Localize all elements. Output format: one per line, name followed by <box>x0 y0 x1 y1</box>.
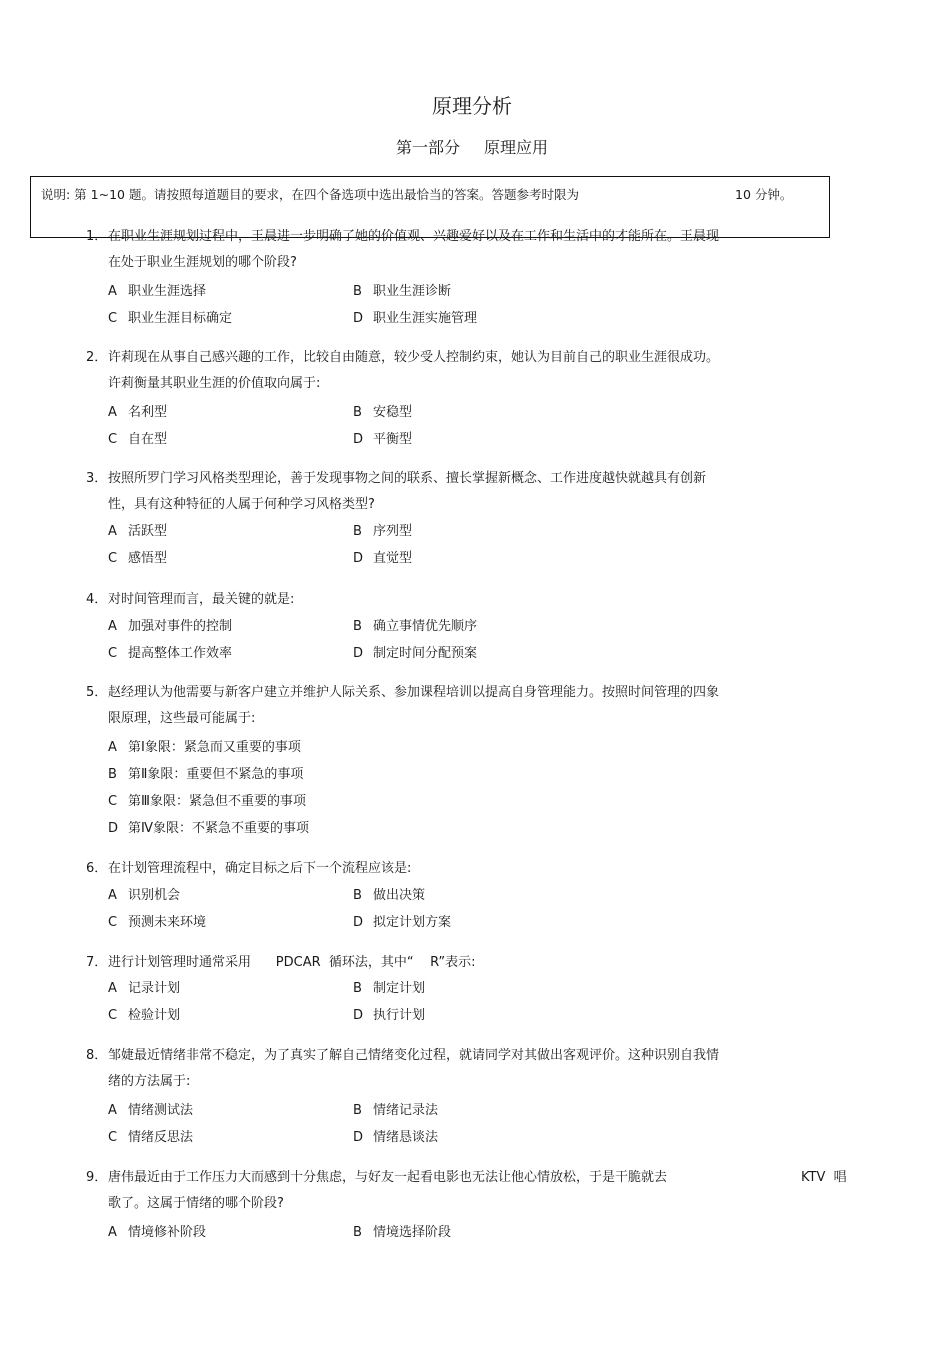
option-b[interactable]: B 做出决策 <box>353 888 426 903</box>
option-a[interactable]: A 情绪测试法 <box>108 1103 194 1118</box>
option-c[interactable]: C 情绪反思法 <box>108 1130 194 1145</box>
option-c[interactable]: C 职业生涯目标确定 <box>108 311 233 326</box>
question-7 <box>86 950 788 1030</box>
option-a[interactable]: A 职业生涯选择 <box>108 284 207 299</box>
question-stem <box>86 680 788 732</box>
question-stem <box>86 587 788 613</box>
option-c[interactable]: C 自在型 <box>108 432 168 447</box>
option-a[interactable]: A 活跃型 <box>108 524 168 539</box>
stem-line: 邹婕最近情绪非常不稳定，为了真实了解自己情绪变化过程，就请同学对其做出客观评价。这种识别自我情 <box>108 1048 720 1063</box>
option-d[interactable]: D 直觉型 <box>353 551 413 566</box>
option-b[interactable]: B 确立事情优先顺序 <box>353 619 478 634</box>
question-8 <box>86 1043 788 1152</box>
question-number: 6． <box>86 861 108 876</box>
question-number: 3． <box>86 471 108 486</box>
option-d[interactable]: D 制定时间分配预案 <box>353 646 478 661</box>
option-d[interactable]: D 职业生涯实施管理 <box>353 311 478 326</box>
stem-line: 对时间管理而言，最关键的就是: <box>108 592 295 607</box>
stem-line: 绪的方法属于: <box>108 1074 191 1089</box>
stem-line: 按照所罗门学习风格类型理论，善于发现事物之间的联系、擅长掌握新概念、工作进度越快就越具有创新 <box>108 471 707 486</box>
question-number: 4． <box>86 592 108 607</box>
option-b[interactable]: B 制定计划 <box>353 981 426 996</box>
question-stem <box>86 1165 847 1217</box>
stem-line: 歌了。这属于情绪的哪个阶段? <box>108 1196 284 1211</box>
stem-line: 许莉现在从事自己感兴趣的工作，比较自由随意，较少受人控制约束，她认为目前自己的职业生涯很成功。 <box>108 350 720 365</box>
question-3 <box>86 466 788 573</box>
option-d[interactable]: D 平衡型 <box>353 432 413 447</box>
option-b[interactable]: B 第Ⅱ象限：重要但不紧急的事项 <box>108 767 304 782</box>
section-part-label: 第一部分 <box>395 138 460 157</box>
question-6 <box>86 856 788 937</box>
instructions-time: 10 分钟。 <box>735 187 793 202</box>
section-subtitle <box>0 135 944 158</box>
options-grid <box>108 519 788 573</box>
options-list <box>108 735 788 843</box>
question-number: 5． <box>86 685 108 700</box>
question-1 <box>86 224 788 333</box>
question-number: 7． <box>86 955 108 970</box>
option-c[interactable]: C 第Ⅲ象限：紧急但不重要的事项 <box>108 794 306 809</box>
question-number: 2． <box>86 350 108 365</box>
stem-line-tail: KTV 唱 <box>801 1170 847 1185</box>
options-grid <box>108 400 788 454</box>
question-stem <box>86 1043 788 1095</box>
option-b[interactable]: B 序列型 <box>353 524 413 539</box>
option-c[interactable]: C 预测未来环境 <box>108 915 207 930</box>
question-stem <box>86 224 788 276</box>
instructions-text <box>41 185 793 203</box>
option-a[interactable]: A 识别机会 <box>108 888 181 903</box>
option-c[interactable]: C 检验计划 <box>108 1008 181 1023</box>
option-b[interactable]: B 职业生涯诊断 <box>353 284 452 299</box>
question-number: 9． <box>86 1170 108 1185</box>
stem-line: 唐伟最近由于工作压力大而感到十分焦虑，与好友一起看电影也无法让他心情放松，于是干脆就去 KTV 唱 <box>108 1165 788 1191</box>
option-c[interactable]: C 提高整体工作效率 <box>108 646 233 661</box>
option-a[interactable]: A 第Ⅰ象限：紧急而又重要的事项 <box>108 740 301 755</box>
options-grid <box>108 279 788 333</box>
option-a[interactable]: A 加强对事件的控制 <box>108 619 233 634</box>
option-d[interactable]: D 第Ⅳ象限：不紧急不重要的事项 <box>108 821 309 836</box>
question-stem <box>86 345 788 397</box>
stem-line: 性，具有这种特征的人属于何种学习风格类型? <box>108 497 375 512</box>
option-d[interactable]: D 拟定计划方案 <box>353 915 452 930</box>
option-d[interactable]: D 情绪恳谈法 <box>353 1130 439 1145</box>
document-title: 原理分析 <box>432 94 512 118</box>
question-stem <box>86 950 788 976</box>
question-9 <box>86 1165 847 1247</box>
option-a[interactable]: A 记录计划 <box>108 981 181 996</box>
question-number: 1． <box>86 229 108 244</box>
stem-line: 在计划管理流程中，确定目标之后下一个流程应该是: <box>108 861 412 876</box>
stem-line: 在职业生涯规划过程中，王晨进一步明确了她的价值观、兴趣爱好以及在工作和生活中的才能所在。王晨现 <box>108 229 720 244</box>
question-stem <box>86 856 788 882</box>
option-b[interactable]: B 情境选择阶段 <box>353 1225 452 1240</box>
question-stem <box>86 466 788 518</box>
instructions-body: 说明: 第 1~10 题。请按照每道题目的要求，在四个备选项中选出最恰当的答案。答题参考时限为 <box>41 187 579 202</box>
option-b[interactable]: B 安稳型 <box>353 405 413 420</box>
options-grid <box>108 976 788 1030</box>
option-a[interactable]: A 情境修补阶段 <box>108 1225 207 1240</box>
question-2 <box>86 345 788 454</box>
section-name-label: 原理应用 <box>484 138 549 157</box>
stem-line: 进行计划管理时通常采用 PDCAR 循环法，其中“ R”表示: <box>108 955 476 970</box>
stem-line: 在处于职业生涯规划的哪个阶段? <box>108 255 297 270</box>
question-number: 8． <box>86 1048 108 1063</box>
question-5 <box>86 680 788 843</box>
question-4 <box>86 587 788 668</box>
stem-line: 许莉衡量其职业生涯的价值取向属于: <box>108 376 321 391</box>
options-grid <box>108 614 788 668</box>
stem-line: 限原理，这些最可能属于: <box>108 711 256 726</box>
stem-line: 赵经理认为他需要与新客户建立并维护人际关系、参加课程培训以提高自身管理能力。按照时间管理的四象 <box>108 685 720 700</box>
option-a[interactable]: A 名利型 <box>108 405 168 420</box>
options-grid <box>108 1220 788 1247</box>
option-d[interactable]: D 执行计划 <box>353 1008 426 1023</box>
option-c[interactable]: C 感悟型 <box>108 551 168 566</box>
option-b[interactable]: B 情绪记录法 <box>353 1103 439 1118</box>
options-grid <box>108 883 788 937</box>
options-grid <box>108 1098 788 1152</box>
